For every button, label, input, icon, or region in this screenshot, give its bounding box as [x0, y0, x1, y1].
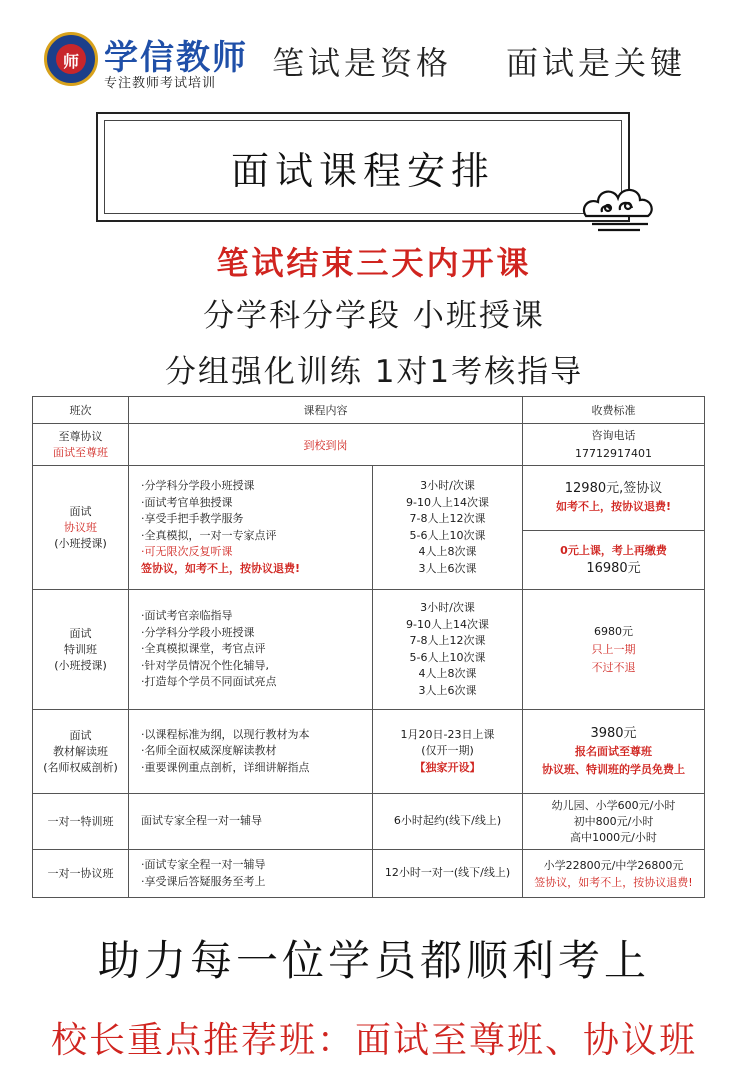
fee-cell: 3980元 报名面试至尊班 协议班、特训班的学员免费上 [523, 710, 705, 794]
fee-option-b: 0元上课，考上再缴费 16980元 [560, 544, 667, 576]
logo-glyph: 师 [62, 52, 79, 71]
table-header-row [33, 397, 705, 424]
hours-cell: 1月20日-23日上课 (仅开一期) 【独家开设】 [373, 710, 523, 794]
table-row [33, 466, 705, 590]
page-title: 面试课程安排 [230, 149, 495, 193]
fee-option-a: 12980元,签协议 如考不上，按协议退费! [523, 466, 704, 531]
table-row [33, 590, 705, 710]
tagline-1: 分学科分学段 小班授课 [203, 298, 545, 334]
fee-cell: 6980元 只上一期 不过不退 [523, 590, 705, 710]
class-cell: 一对一特训班 [33, 794, 129, 850]
footer-recommendation: 校长重点推荐班：面试至尊班、协议班 [50, 1020, 697, 1061]
hours-cell: 3小时/次课 9-10人上14次课 7-8人上12次课 5-6人上10次课 4人上8次课 3人上6次课 [373, 466, 523, 590]
logo-badge [44, 32, 98, 86]
slogan-left: 笔试是资格 [272, 44, 453, 82]
header-class: 班次 [33, 397, 129, 424]
course-schedule-table [32, 396, 705, 898]
content-cell: ·以课程标准为纲，以现行教材为本 ·名师全面权威深度解读教材 ·重要课例重点剖析，详细讲解指点 [129, 710, 373, 794]
slogan-right: 面试是关键 [506, 44, 687, 82]
content-cell: ·面试考官亲临指导 ·分学科分学段小班授课 ·全真模拟课堂，考官点评 ·针对学员情况个性化辅导, ·打造每个学员不同面试亮点 [129, 590, 373, 710]
tagline-2: 分组强化训练 1对1考核指导 [164, 354, 584, 390]
fee-cell [523, 466, 705, 590]
content-cell: ·分学科分学段小班授课 ·面试考官单独授课 ·享受手把手教学服务 ·全真模拟，一对一专家点评 ·可无限次反复听课 签协议，如考不上，按协议退费! [129, 466, 373, 590]
fee-cell: 咨询电话 17712917401 [523, 424, 705, 466]
table-row [33, 710, 705, 794]
class-cell: 面试 协议班 (小班授课) [33, 466, 129, 590]
hours-cell: 12小时一对一(线下/线上) [373, 850, 523, 898]
header-content: 课程内容 [129, 397, 523, 424]
cloud-ornament-icon [578, 168, 658, 238]
class-cell: 面试 教材解读班 (名师权威剖析) [33, 710, 129, 794]
hours-cell: 3小时/次课 9-10人上14次课 7-8人上12次课 5-6人上10次课 4人上8次课 3人上6次课 [373, 590, 523, 710]
brand-subtitle: 专注教师考试培训 [104, 76, 217, 91]
tagline-red: 笔试结束三天内开课 [216, 244, 532, 282]
table-row [33, 794, 705, 850]
table-row [33, 424, 705, 466]
hours-cell: 6小时起约(线下/线上) [373, 794, 523, 850]
header-fee: 收费标准 [523, 397, 705, 424]
class-cell: 面试 特训班 (小班授课) [33, 590, 129, 710]
content-cell: ·面试专家全程一对一辅导 ·享受课后答疑服务至考上 [129, 850, 373, 898]
table-row [33, 850, 705, 898]
content-cell: 面试专家全程一对一辅导 [129, 794, 373, 850]
footer-slogan: 助力每一位学员都顺利考上 [97, 936, 650, 985]
brand-name: 学信教师 [104, 38, 248, 78]
class-cell: 一对一协议班 [33, 850, 129, 898]
content-cell: 到校到岗 [129, 424, 523, 466]
class-cell: 至尊协议 面试至尊班 [33, 424, 129, 466]
fee-cell: 小学22800元/中学26800元 签协议，如考不上，按协议退费! [523, 850, 705, 898]
fee-cell: 幼儿园、小学600元/小时 初中800元/小时 高中1000元/小时 [523, 794, 705, 850]
